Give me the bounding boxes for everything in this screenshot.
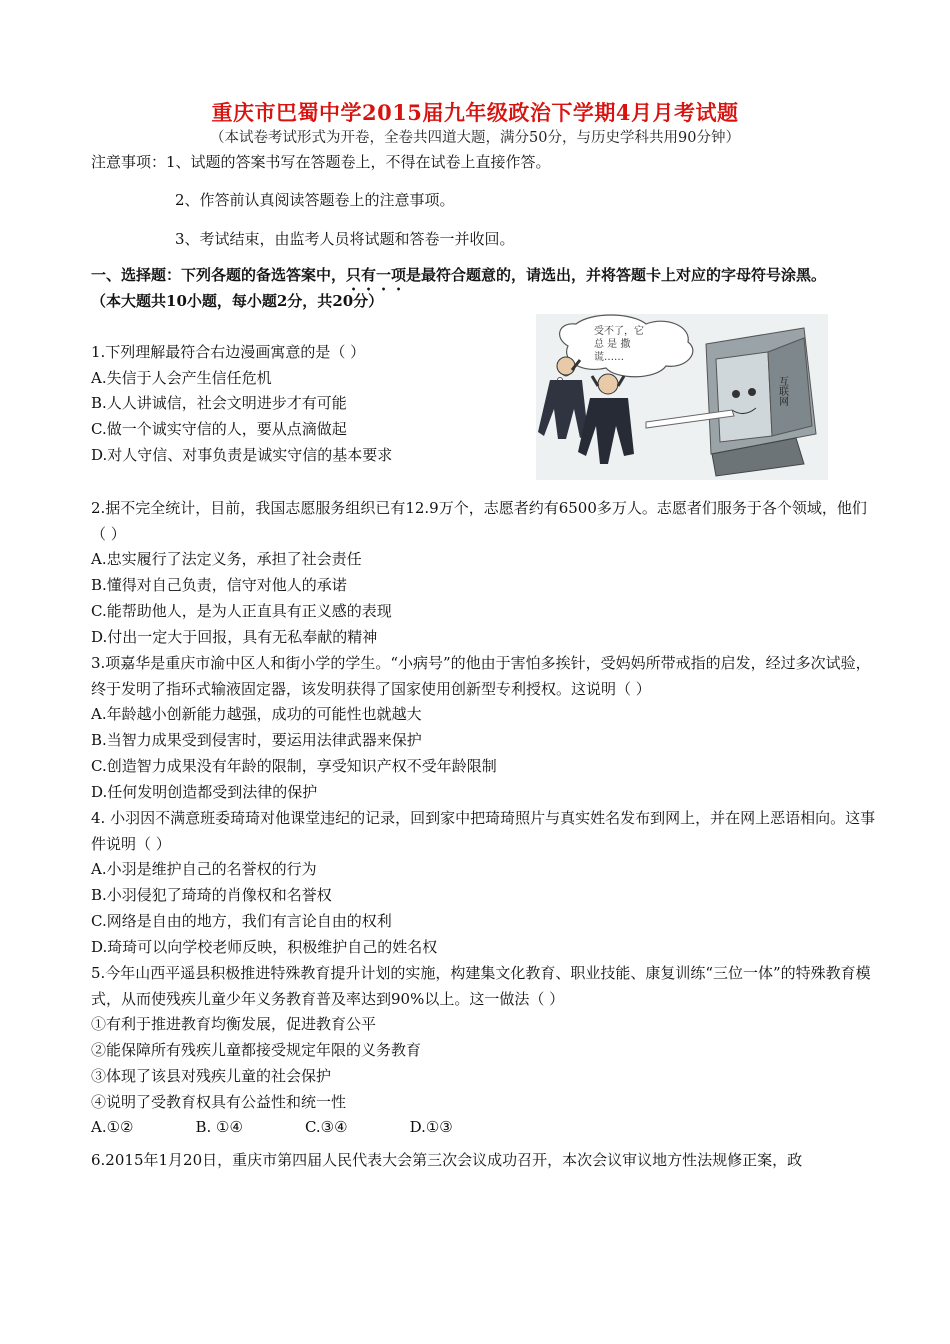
option-a: A.小羽是维护自己的名誉权的行为 (91, 860, 317, 879)
section-heading (91, 265, 826, 294)
bubble-text-3: 谎…… (594, 352, 624, 363)
option-c: C.做一个诚实守信的人，要从点滴做起 (91, 420, 347, 439)
section-heading-emphasis: 只有一项 (346, 266, 407, 284)
option-d: D.付出一定大于回报，具有无私奉献的精神 (91, 627, 378, 646)
answer-b: B. ①④ (195, 1118, 243, 1137)
notice-item-1: 1、试题的答案书写在答题卷上，不得在试卷上直接作答。 (166, 153, 551, 171)
option-a: A.忠实履行了法定义务，承担了社会责任 (91, 550, 362, 569)
question-stem: 3.项嘉华是重庆市渝中区人和街小学的学生。“小病号”的他由于害怕多挨针，受妈妈所带戒指的启发，经过多次试验，终于发明了指环式输液固定器，该发明获得了国家使用创新型专利授权。这说明（ ） (91, 654, 871, 698)
exam-subtitle: （本试卷考试形式为开卷，全卷共四道大题，满分50分，与历史学科共用90分钟） (210, 130, 740, 146)
answer-choices (91, 1115, 881, 1141)
question-stem: 6.2015年1月20日，重庆市第四届人民代表大会第三次会议成功召开，本次会议审议地方性法规修正案，政 (91, 1151, 803, 1169)
answer-c: C.③④ (304, 1118, 348, 1137)
option-c: C.网络是自由的地方，我们有言论自由的权利 (91, 911, 392, 930)
section-heading-post: 是最符合题意的，请选出，并将答题卡上对应的字母符号涂黑。 (406, 266, 827, 284)
notice-item-3: 3、考试结束，由监考人员将试题和答卷一并收回。 (175, 230, 515, 248)
bubble-text-1: 受不了，它 (594, 326, 644, 337)
option-d: D.琦琦可以向学校老师反映，积极维护自己的姓名权 (91, 937, 438, 956)
notice-line-1 (91, 152, 551, 172)
section-note: （本大题共10小题，每小题2分，共20分） (91, 292, 384, 310)
question-6 (91, 1148, 881, 1174)
question-1 (91, 340, 881, 469)
question-stem: 5.今年山西平遥县积极推进特殊教育提升计划的实施，构建集文化教育、职业技能、康复训练“三位一体”的特殊教育模式，从而使残疾儿童少年义务教育普及率达到90%以上。这一做法（ ） (91, 964, 871, 1008)
option-b: B.人人讲诚信，社会文明进步才有可能 (91, 394, 347, 413)
option-c: C.能帮助他人，是为人正直具有正义感的表现 (91, 601, 392, 620)
question-5 (91, 961, 881, 1141)
question-stem: 2.据不完全统计，目前，我国志愿服务组织已有12.9万个，志愿者约有6500多万人。志愿者们服务于各个领域，他们（ ） (91, 499, 867, 543)
option-a: A.失信于人会产生信任危机 (91, 368, 272, 387)
notice-label: 注意事项： (91, 153, 167, 171)
bubble-text-2: 总 是 撒 (594, 339, 631, 350)
option-c: C.创造智力成果没有年龄的限制，享受知识产权不受年龄限制 (91, 756, 497, 775)
section-heading-pre: 一、选择题：下列各题的备选答案中， (91, 266, 347, 284)
question-4 (91, 806, 881, 960)
question-stem: 1.下列理解最符合右边漫画寓意的是（ ） (91, 343, 366, 361)
option-b: B.懂得对自己负责，信守对他人的承诺 (91, 576, 347, 595)
question-3 (91, 651, 881, 805)
notice-item-2: 2、作答前认真阅读答题卷上的注意事项。 (175, 191, 455, 209)
statement-2: ②能保障所有残疾儿童都接受规定年限的义务教育 (91, 1041, 422, 1060)
option-a: A.年龄越小创新能力越强，成功的可能性也就越大 (91, 705, 422, 724)
statement-4: ④说明了受教育权具有公益性和统一性 (91, 1092, 347, 1111)
option-b: B.小羽侵犯了琦琦的肖像权和名誉权 (91, 886, 332, 905)
answer-d: D.①③ (409, 1118, 453, 1137)
statement-1: ①有利于推进教育均衡发展，促进教育公平 (91, 1015, 377, 1034)
option-d: D.对人守信、对事负责是诚实守信的基本要求 (91, 445, 393, 464)
question-2 (91, 496, 881, 650)
option-d: D.任何发明创造都受到法律的保护 (91, 782, 318, 801)
option-b: B.当智力成果受到侵害时，要运用法律武器来保护 (91, 731, 422, 750)
question-stem: 4. 小羽因不满意班委琦琦对他课堂违纪的记录，回到家中把琦琦照片与真实姓名发布到网上，并在网上恶语相向。这事件说明（ ） (91, 809, 876, 853)
statement-3: ③体现了该县对残疾儿童的社会保护 (91, 1066, 332, 1085)
answer-a: A.①② (91, 1118, 134, 1137)
monitor-label: 互联网 (776, 376, 788, 406)
exam-title: 重庆市巴蜀中学2015届九年级政治下学期4月月考试题 (211, 100, 739, 125)
